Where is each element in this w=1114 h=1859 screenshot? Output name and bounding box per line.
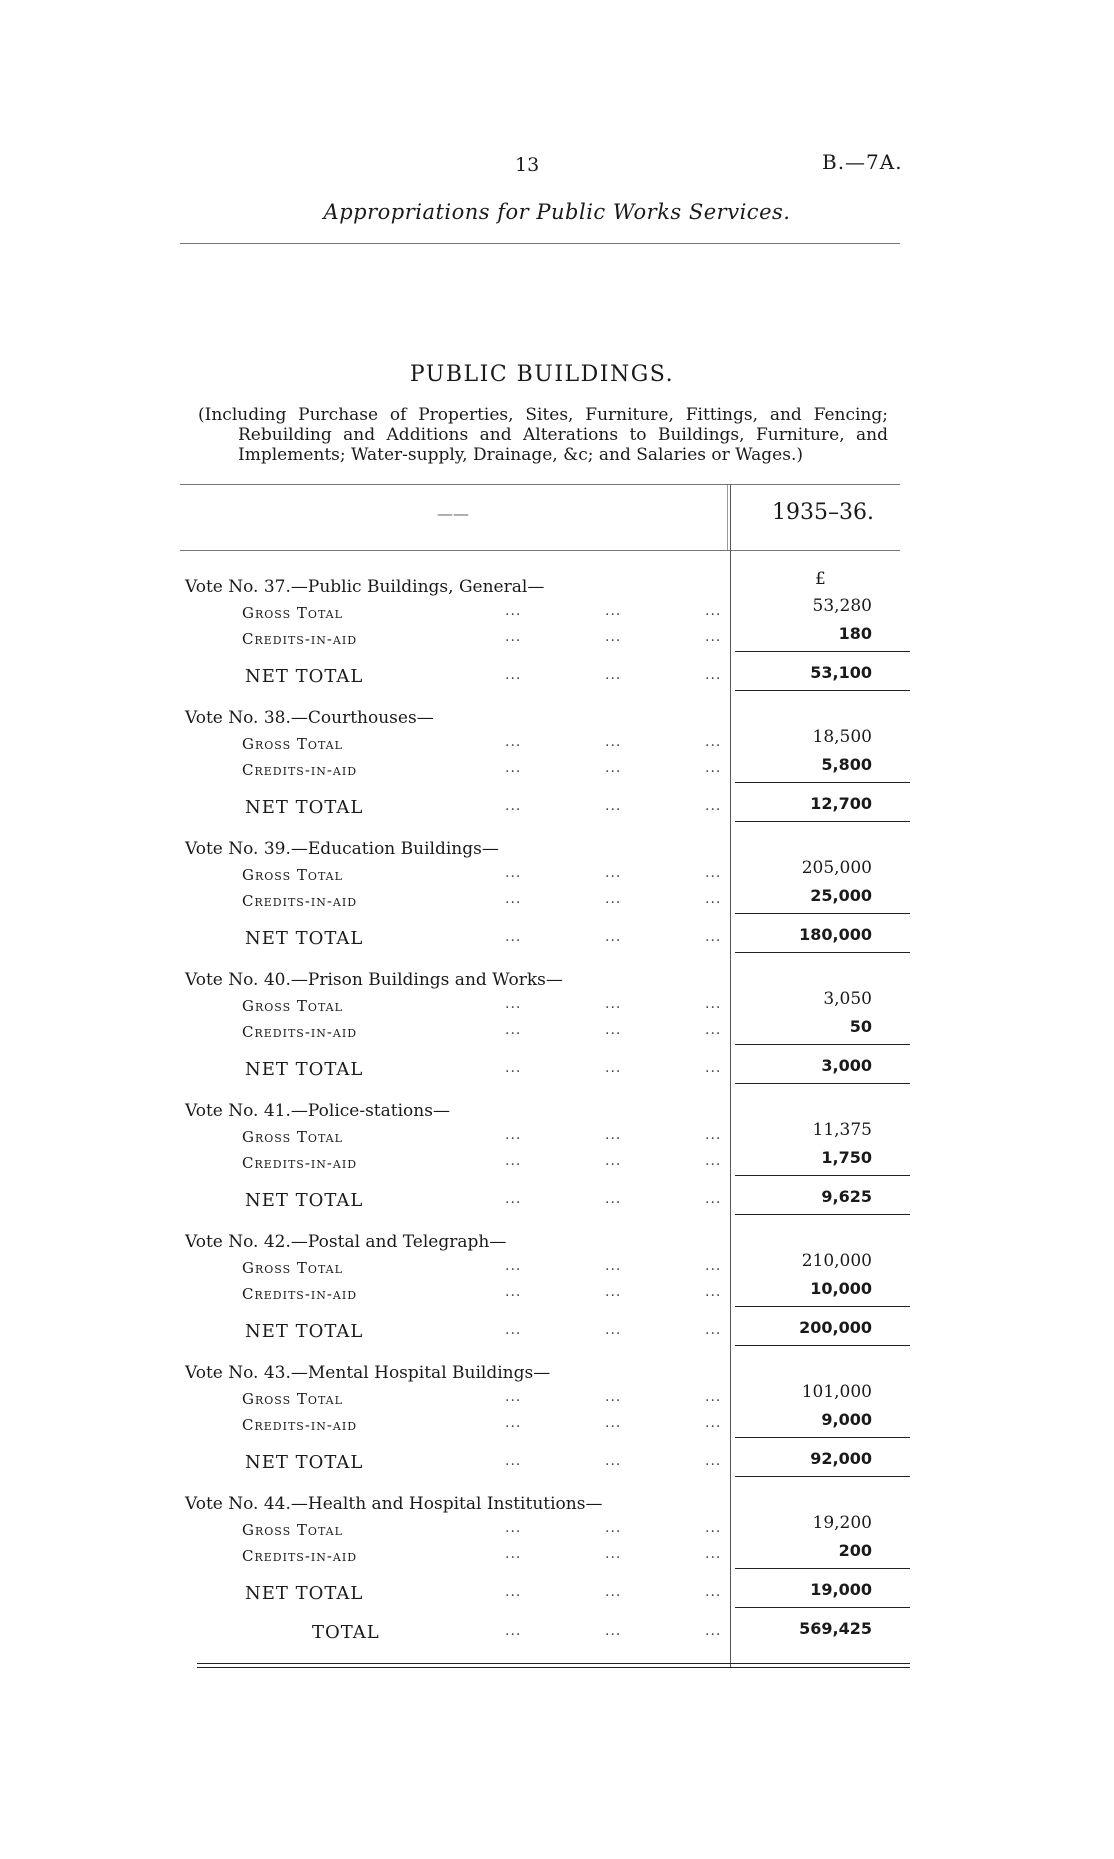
leader-dots: ... xyxy=(705,760,722,776)
gross-total-label: Gross Total xyxy=(242,997,343,1015)
net-total-label: NET TOTAL xyxy=(245,666,364,687)
leader-dots: ... xyxy=(705,1191,722,1207)
leader-dots: ... xyxy=(705,1415,722,1431)
leader-dots: ... xyxy=(705,603,722,619)
leader-dots: ... xyxy=(705,1284,722,1300)
vote-title: Vote No. 39.—Education Buildings— xyxy=(185,839,499,859)
leader-dots: ... xyxy=(605,760,622,776)
leader-dots: ... xyxy=(705,1584,722,1600)
leader-dots: ... xyxy=(505,996,522,1012)
leader-dots: ... xyxy=(605,1520,622,1536)
subtitle-line: (Including Purchase of Properties, Sites, Furniture, Fittings, and Fencing; xyxy=(198,405,888,425)
credits-in-aid-label: Credits-in-aid xyxy=(242,1154,358,1172)
credits-in-aid-amount: 5,800 xyxy=(821,755,872,774)
credits-in-aid-amount: 10,000 xyxy=(810,1279,872,1298)
leader-dots: ... xyxy=(705,629,722,645)
net-total-amount: 200,000 xyxy=(799,1318,872,1337)
net-total-label: NET TOTAL xyxy=(245,1321,364,1342)
subtitle-line: Rebuilding and Additions and Alterations to Buildings, Furniture, and xyxy=(238,425,888,445)
net-total-amount: 53,100 xyxy=(810,663,872,682)
leader-dots: ... xyxy=(505,798,522,814)
leader-dots: ... xyxy=(605,1153,622,1169)
vote-title: Vote No. 44.—Health and Hospital Institutions— xyxy=(185,1494,603,1514)
vote-title: Vote No. 37.—Public Buildings, General— xyxy=(185,577,545,597)
gross-total-label: Gross Total xyxy=(242,1259,343,1277)
section-subtitle xyxy=(198,405,888,465)
subtotal-rule xyxy=(735,1568,910,1569)
leader-dots: ... xyxy=(505,760,522,776)
net-total-rule xyxy=(735,690,910,691)
leader-dots: ... xyxy=(505,1284,522,1300)
credits-in-aid-amount: 180 xyxy=(838,624,872,643)
subtotal-rule xyxy=(735,1044,910,1045)
leader-dots: ... xyxy=(705,1060,722,1076)
leader-dots: ... xyxy=(505,1191,522,1207)
gross-total-label: Gross Total xyxy=(242,604,343,622)
leader-dots: ... xyxy=(605,1284,622,1300)
table-header-rule xyxy=(180,550,900,551)
leader-dots: ... xyxy=(605,1022,622,1038)
leader-dots: ... xyxy=(705,996,722,1012)
leader-dots: ... xyxy=(605,996,622,1012)
leader-dots: ... xyxy=(505,1453,522,1469)
leader-dots: ... xyxy=(505,929,522,945)
section-title: PUBLIC BUILDINGS. xyxy=(409,362,675,387)
leader-dots: ... xyxy=(705,734,722,750)
net-total-rule xyxy=(735,1345,910,1346)
gross-total-label: Gross Total xyxy=(242,1521,343,1539)
leader-dots: ... xyxy=(705,1520,722,1536)
subtitle-line: Implements; Water-supply, Drainage, &c; and Salaries or Wages.) xyxy=(238,445,803,465)
leader-dots: ... xyxy=(505,1546,522,1562)
leader-dots: ... xyxy=(505,629,522,645)
document-reference: B.—7A. xyxy=(822,150,903,174)
credits-in-aid-amount: 9,000 xyxy=(821,1410,872,1429)
credits-in-aid-amount: 200 xyxy=(838,1541,872,1560)
leader-dots: ... xyxy=(605,1546,622,1562)
net-total-amount: 9,625 xyxy=(821,1187,872,1206)
leader-dots: ... xyxy=(605,629,622,645)
leader-dots: ... xyxy=(505,865,522,881)
leader-dots: ... xyxy=(505,1389,522,1405)
leader-dots: ... xyxy=(605,929,622,945)
gross-total-label: Gross Total xyxy=(242,735,343,753)
subtotal-rule xyxy=(735,782,910,783)
leader-dots: ... xyxy=(705,1153,722,1169)
subtotal-rule xyxy=(735,1175,910,1176)
net-total-label: NET TOTAL xyxy=(245,1452,364,1473)
net-total-rule xyxy=(735,1083,910,1084)
net-total-amount: 92,000 xyxy=(810,1449,872,1468)
gross-total-label: Gross Total xyxy=(242,1128,343,1146)
gross-total-label: Gross Total xyxy=(242,866,343,884)
net-total-amount: 19,000 xyxy=(810,1580,872,1599)
net-total-amount: 3,000 xyxy=(821,1056,872,1075)
leader-dots: ... xyxy=(505,1520,522,1536)
leader-dots: ... xyxy=(705,891,722,907)
credits-in-aid-amount: 1,750 xyxy=(821,1148,872,1167)
net-total-rule xyxy=(735,1476,910,1477)
header-column-divider xyxy=(727,485,728,550)
leader-dots: ... xyxy=(505,1153,522,1169)
leader-dots: ... xyxy=(505,891,522,907)
leader-dots: ... xyxy=(505,1258,522,1274)
leader-dots: ... xyxy=(605,1322,622,1338)
vote-title: Vote No. 41.—Police-stations— xyxy=(185,1101,450,1121)
net-total-rule xyxy=(735,1214,910,1215)
year-column-heading: 1935–36. xyxy=(772,500,874,525)
leader-dots: ... xyxy=(505,1623,522,1639)
net-total-label: NET TOTAL xyxy=(245,1190,364,1211)
leader-dots: ... xyxy=(605,1453,622,1469)
grand-total-label: TOTAL xyxy=(312,1622,380,1643)
vote-title: Vote No. 43.—Mental Hospital Buildings— xyxy=(185,1363,551,1383)
leader-dots: ... xyxy=(505,603,522,619)
net-total-rule xyxy=(735,952,910,953)
page-heading: Appropriations for Public Works Services. xyxy=(323,200,791,224)
leader-dots: ... xyxy=(705,1453,722,1469)
grand-total-amount: 569,425 xyxy=(799,1619,872,1638)
leader-dots: ... xyxy=(705,1127,722,1143)
credits-in-aid-label: Credits-in-aid xyxy=(242,1023,358,1041)
leader-dots: ... xyxy=(505,1060,522,1076)
gross-total-amount: 19,200 xyxy=(812,1513,872,1533)
leader-dots: ... xyxy=(705,865,722,881)
leader-dots: ... xyxy=(705,1322,722,1338)
leader-dots: ... xyxy=(605,1623,622,1639)
leader-dots: ... xyxy=(605,1389,622,1405)
gross-total-amount: 18,500 xyxy=(812,727,872,747)
leader-dots: ... xyxy=(605,1584,622,1600)
gross-total-amount: 210,000 xyxy=(801,1251,872,1271)
leader-dots: ... xyxy=(605,734,622,750)
gross-total-amount: 205,000 xyxy=(801,858,872,878)
gross-total-label: Gross Total xyxy=(242,1390,343,1408)
credits-in-aid-label: Credits-in-aid xyxy=(242,1416,358,1434)
table-bottom-double-rule xyxy=(197,1663,910,1668)
leader-dots: ... xyxy=(605,1415,622,1431)
leader-dots: ... xyxy=(705,667,722,683)
leader-dots: ... xyxy=(505,1022,522,1038)
leader-dots: ... xyxy=(505,1415,522,1431)
column-header-dash: —— xyxy=(437,504,469,523)
net-total-rule xyxy=(735,821,910,822)
table-top-rule xyxy=(180,484,900,485)
leader-dots: ... xyxy=(605,1258,622,1274)
leader-dots: ... xyxy=(705,1623,722,1639)
credits-in-aid-label: Credits-in-aid xyxy=(242,630,358,648)
leader-dots: ... xyxy=(705,929,722,945)
credits-in-aid-amount: 25,000 xyxy=(810,886,872,905)
currency-symbol: £ xyxy=(815,569,826,589)
leader-dots: ... xyxy=(605,667,622,683)
leader-dots: ... xyxy=(705,1389,722,1405)
leader-dots: ... xyxy=(505,1322,522,1338)
leader-dots: ... xyxy=(705,798,722,814)
gross-total-amount: 11,375 xyxy=(812,1120,872,1140)
leader-dots: ... xyxy=(705,1258,722,1274)
net-total-label: NET TOTAL xyxy=(245,928,364,949)
gross-total-amount: 3,050 xyxy=(823,989,872,1009)
gross-total-amount: 101,000 xyxy=(801,1382,872,1402)
leader-dots: ... xyxy=(705,1022,722,1038)
leader-dots: ... xyxy=(605,798,622,814)
leader-dots: ... xyxy=(605,1127,622,1143)
credits-in-aid-label: Credits-in-aid xyxy=(242,1547,358,1565)
credits-in-aid-amount: 50 xyxy=(849,1017,872,1036)
subtotal-rule xyxy=(735,1437,910,1438)
page-number: 13 xyxy=(515,154,540,176)
leader-dots: ... xyxy=(605,603,622,619)
leader-dots: ... xyxy=(505,734,522,750)
net-total-label: NET TOTAL xyxy=(245,1583,364,1604)
net-total-label: NET TOTAL xyxy=(245,1059,364,1080)
subtotal-rule xyxy=(735,651,910,652)
net-total-amount: 180,000 xyxy=(799,925,872,944)
leader-dots: ... xyxy=(705,1546,722,1562)
leader-dots: ... xyxy=(505,1584,522,1600)
credits-in-aid-label: Credits-in-aid xyxy=(242,892,358,910)
net-total-label: NET TOTAL xyxy=(245,797,364,818)
heading-divider xyxy=(180,243,900,244)
amount-column-divider xyxy=(730,485,731,1668)
vote-title: Vote No. 38.—Courthouses— xyxy=(185,708,434,728)
leader-dots: ... xyxy=(605,1060,622,1076)
subtotal-rule xyxy=(735,913,910,914)
leader-dots: ... xyxy=(605,865,622,881)
leader-dots: ... xyxy=(605,891,622,907)
credits-in-aid-label: Credits-in-aid xyxy=(242,1285,358,1303)
vote-title: Vote No. 40.—Prison Buildings and Works— xyxy=(185,970,563,990)
gross-total-amount: 53,280 xyxy=(812,596,872,616)
net-total-amount: 12,700 xyxy=(810,794,872,813)
net-total-rule xyxy=(735,1607,910,1608)
leader-dots: ... xyxy=(605,1191,622,1207)
leader-dots: ... xyxy=(505,1127,522,1143)
credits-in-aid-label: Credits-in-aid xyxy=(242,761,358,779)
leader-dots: ... xyxy=(505,667,522,683)
vote-title: Vote No. 42.—Postal and Telegraph— xyxy=(185,1232,507,1252)
subtotal-rule xyxy=(735,1306,910,1307)
